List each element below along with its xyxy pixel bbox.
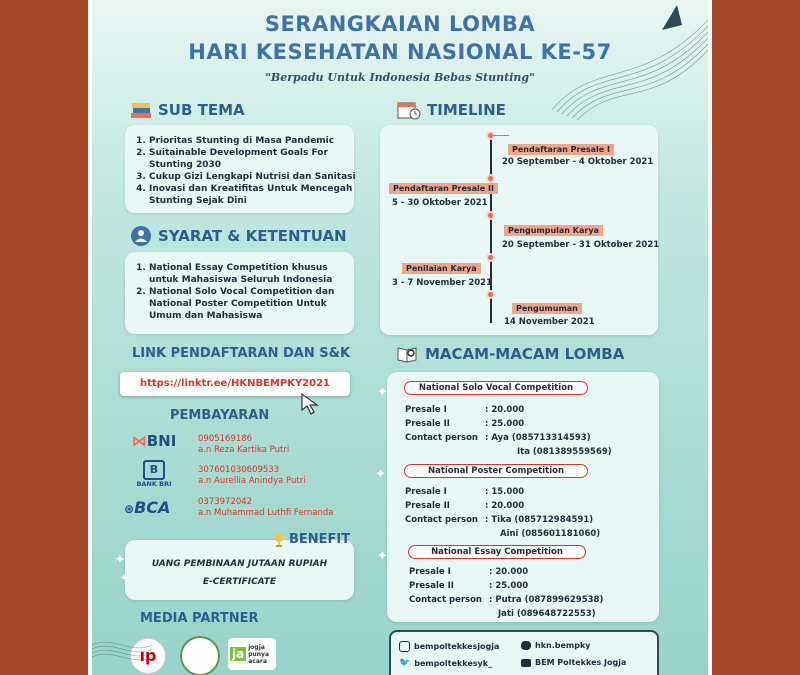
timeline-date: 3 - 7 November 2021 [392,278,493,288]
media-partner-heading: MEDIA PARTNER [140,611,259,626]
cursor-icon [300,392,322,416]
youtube-icon [521,659,531,667]
contact-person: : Putra (087899629538) [489,595,604,605]
tagline: "Berpadu Untuk Indonesia Bebas Stunting" [265,71,535,84]
timeline-date: 5 - 30 Oktober 2021 [392,198,488,208]
presale-price: : 15.000 [485,487,525,497]
decor-swirl-bottom [92,615,152,675]
social-box [389,630,659,675]
contact-label: Contact person [409,595,482,605]
presale-label: Presale II [409,581,454,591]
social-line[interactable]: hkn.bempky [521,641,591,650]
sub-tema-title: SUB TEMA [158,101,245,119]
competition-name: National Essay Competition [408,545,586,559]
title-line1: SERANGKAIAN LOMBA [264,12,536,36]
registration-link[interactable]: https://linktr.ee/HKNBEMPKY2021 [139,378,331,389]
presale-price: : 25.000 [485,419,525,429]
bca-account: 0373972042 a.n Muhammad Luthfi Fernanda [198,497,334,518]
presale-label: Presale I [409,567,451,577]
bca-logo: ⊛BCA [124,498,171,517]
syarat-card [125,252,354,334]
sparkle-icon: ✦ [377,549,388,564]
timeline-date: 20 September - 4 Oktober 2021 [502,157,654,167]
timeline-title: TIMELINE [427,101,506,119]
link-heading: LINK PENDAFTARAN DAN S&K [132,346,351,361]
competition-name: National Solo Vocal Competition [404,381,588,395]
presale-label: Presale I [405,487,447,497]
presale-label: Presale II [405,419,450,429]
benefit-title: BENEFIT [289,532,351,547]
twitter-icon: 🐦 [399,658,411,668]
timeline-dot [486,174,495,183]
social-instagram[interactable]: bempoltekkesjogja [399,641,499,652]
bni-logo: ⋈BNI [131,432,177,450]
competition-name: National Poster Competition [404,464,588,478]
sub-tema-item: 2. Suitainable Development Goals For Stunting 2030 [149,147,359,171]
bri-account: 307601030609533 a.n Aurellia Anindya Putri [198,465,306,486]
benefit-item: E-CERTIFICATE [202,577,277,587]
timeline-label: Penilaian Karya [402,263,481,274]
sub-tema-heading [130,101,245,119]
poster [92,0,708,675]
title-line2: HARI KESEHATAN NASIONAL KE-57 [188,40,612,64]
timeline-dot [486,290,495,299]
sparkle-icon: ✦ [377,385,388,400]
presale-price: : 20.000 [489,567,529,577]
sparkle-icon: ✦ [114,552,126,568]
partner-logo-2 [180,636,220,675]
contact-label: Contact person [405,515,478,525]
pembayaran-heading: PEMBAYARAN [170,408,270,423]
presale-label: Presale I [405,405,447,415]
trophy-icon [272,533,286,547]
sub-tema-item: 4. Inovasi dan Kreatifitas Untuk Mencegah Stunting Sejak Dini [149,183,359,207]
instagram-icon [399,641,410,652]
bri-logo: B BANK BRI [134,460,174,488]
bni-account: 0905169186 a.n Reza Kartika Putri [198,434,290,455]
sub-tema-item: 1. Prioritas Stunting di Masa Pandemic [149,135,359,147]
contact-label: Contact person [405,433,478,443]
timeline-label: Pengumuman [512,303,582,314]
social-twitter[interactable]: 🐦 bempoltekkesyk_ [399,658,493,668]
presale-price: : 20.000 [485,501,525,511]
presale-price: : 20.000 [485,405,525,415]
contact-person: Jati (089648722553) [498,609,596,619]
people-icon [130,226,152,246]
benefit-heading [272,532,350,547]
timeline-label: Pengumpulan Karya [504,225,603,236]
sparkle-icon: ✦ [120,573,129,584]
timeline-dot [486,253,495,262]
presale-price: : 25.000 [489,581,529,591]
timeline-date: 14 November 2021 [504,317,595,327]
contact-person: : Tika (085712984591) [485,515,594,525]
benefit-card [125,540,354,600]
line-icon [521,641,531,650]
contact-person: Aini (085601181060) [500,529,601,539]
social-youtube[interactable]: BEM Poltekkes Jogja [521,658,626,667]
sub-tema-card [125,125,354,213]
timeline-date: 20 September - 31 Oktober 2021 [502,240,660,250]
sub-tema-item: 3. Cukup Gizi Lengkapi Nutrisi dan Sanitasi [149,171,359,183]
syarat-item: 1. National Essay Competition khusus untuk Mahasiswa Seluruh Indonesia [149,262,359,286]
lomba-title: MACAM-MACAM LOMBA [425,345,625,363]
calendar-icon [397,100,421,120]
syarat-title: SYARAT & KETENTUAN [158,227,347,245]
timeline-heading [397,100,506,120]
timeline-dot [486,211,495,220]
partner-logo-1: ıp [130,638,166,674]
contact-person: Ita (081389559569) [517,447,612,457]
contact-person: : Aya (085713314593) [485,433,591,443]
timeline-label: Pendaftaran Presale I [508,144,614,155]
lomba-heading [397,344,624,364]
benefit-item: UANG PEMBINAAN JUTAAN RUPIAH [151,559,328,569]
presale-label: Presale II [405,501,450,511]
syarat-heading [130,226,347,246]
books-icon [130,101,152,119]
syarat-item: 2. National Solo Vocal Competition dan National Poster Competition Untuk Umum dan Mahasiswa [149,286,359,322]
sparkle-icon: ✦ [375,467,386,482]
partner-logo-3: ja jogja punya acara [228,638,276,670]
timeline-label: Pendaftaran Presale II [389,183,498,194]
timeline-connector [491,135,509,136]
book-magnifier-icon [397,344,419,364]
